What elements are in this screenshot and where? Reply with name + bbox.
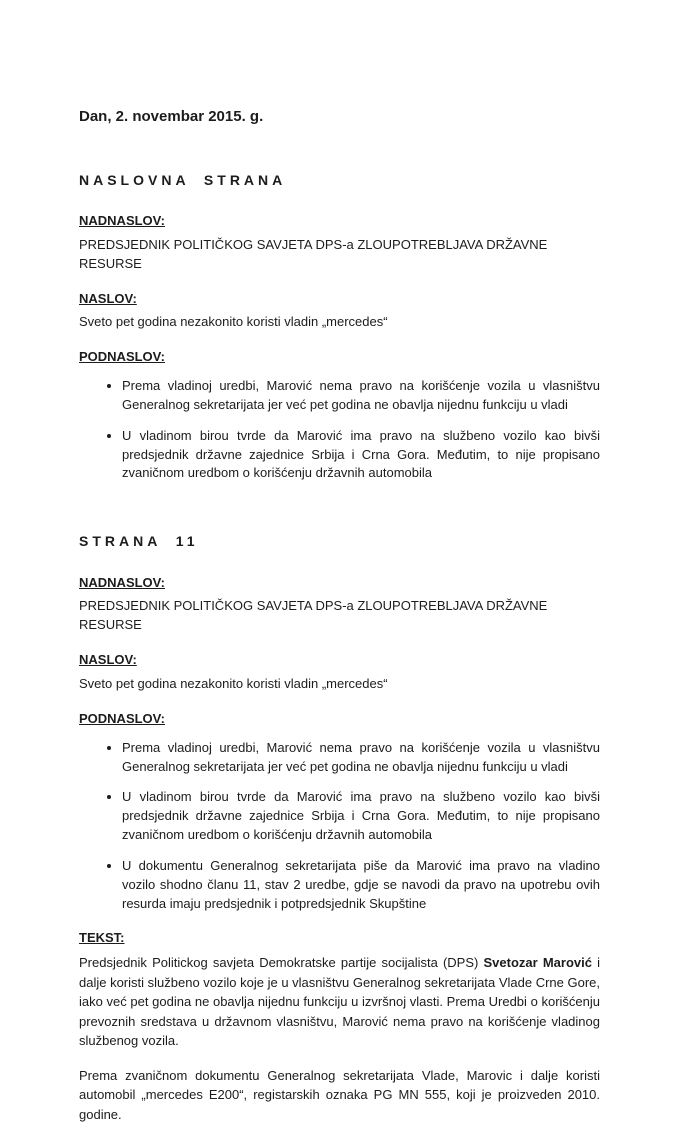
section-naslovna-strana (79, 170, 600, 484)
nadnaslov-text: PREDSJEDNIK POLITIČKOG SAVJETA DPS-a ZLOUPOTREBLJAVA DRŽAVNE RESURSE (79, 598, 548, 633)
nadnaslov-text: PREDSJEDNIK POLITIČKOG SAVJETA DPS-a ZLOUPOTREBLJAVA DRŽAVNE RESURSE (79, 236, 548, 271)
section-strana-11 (79, 531, 600, 1124)
label-nadnaslov: NADNASLOV: (79, 574, 165, 590)
bullet-item: • U dokumentu Generalnog sekretarijata piše da Marović ima pravo na vladino vozilo shodno članu 11, stav 2 uredbe, gdje se navodi da pravo na upotrebu ovih resurda imaju predsjednik i potpredsjednik Skupštine (122, 857, 600, 914)
label-naslov: NASLOV: (79, 290, 137, 306)
label-naslov: NASLOV: (79, 652, 137, 668)
naslov-text: Sveto pet godina nezakonito koristi vladin „mercedes“ (79, 314, 388, 330)
podnaslov-bullet-list (79, 739, 600, 914)
label-podnaslov: PODNASLOV: (79, 349, 165, 365)
date-heading: Dan, 2. novembar 2015. g. (79, 108, 264, 125)
tekst-paragraph-1 (79, 953, 600, 1051)
podnaslov-bullet-list (79, 377, 600, 483)
label-podnaslov: PODNASLOV: (79, 710, 165, 726)
label-tekst: TEKST: (79, 930, 125, 946)
section-heading: NASLOVNA STRANA (79, 171, 287, 188)
bullet-item: • U vladinom birou tvrde da Marović ima pravo na službeno vozilo kao bivši predsjednik državne zajednice Srbija i Crna Gora. Međutim, to nije propisano zvaničnom uredbom o korišćenju državnih automobila (122, 788, 600, 845)
tekst-block (79, 929, 600, 1124)
label-nadnaslov: NADNASLOV: (79, 213, 165, 229)
section-heading: STRANA 11 (79, 533, 199, 550)
person-name-bold: Svetozar Marović (483, 955, 592, 971)
tekst-paragraph-2: Prema zvaničnom dokumentu Generalnog sekretarijata Vlade, Marovic i dalje koristi automobil „mercedes E200“, registarskih oznaka PG MN 555, koji je proizveden 2010. godine. (79, 1067, 600, 1122)
naslov-text: Sveto pet godina nezakonito koristi vladin „mercedes“ (79, 676, 388, 691)
bullet-item: • Prema vladinoj uredbi, Marović nema pravo na korišćenje vozila u vlasništvu Generalnog sekretarijata jer već pet godina ne obavlja nijednu funkciju u vladi (122, 377, 600, 415)
tekst-paragraph-1-before: Predsjednik Politickog savjeta Demokratske partije socijalista (DPS) (79, 955, 484, 971)
tekst-paragraph-1-after: i dalje koristi službeno vozilo koje je u vlasništvu Generalnog sekretarijata Vlade Crne Gore, iako već pet godina ne obavlja nijednu funkciju u izvršnoj vlasti. Prema Uredbi o korišćenju prevoznih sredstava u državnom vlasništvu, Marović nema pravo na korišćenje vladinog službenog vozila. (79, 955, 601, 1049)
bullet-item: • U vladinom birou tvrde da Marović ima pravo na službeno vozilo kao bivši predsjednik državne zajednice Srbija i Crna Gora. Međutim, to nije propisano zvaničnom uredbom o korišćenju državnih automobila (122, 427, 600, 484)
bullet-item: • Prema vladinoj uredbi, Marović nema pravo na korišćenje vozila u vlasništvu Generalnog sekretarijata jer već pet godina ne obavlja nijednu funkciju u vladi (122, 739, 600, 777)
